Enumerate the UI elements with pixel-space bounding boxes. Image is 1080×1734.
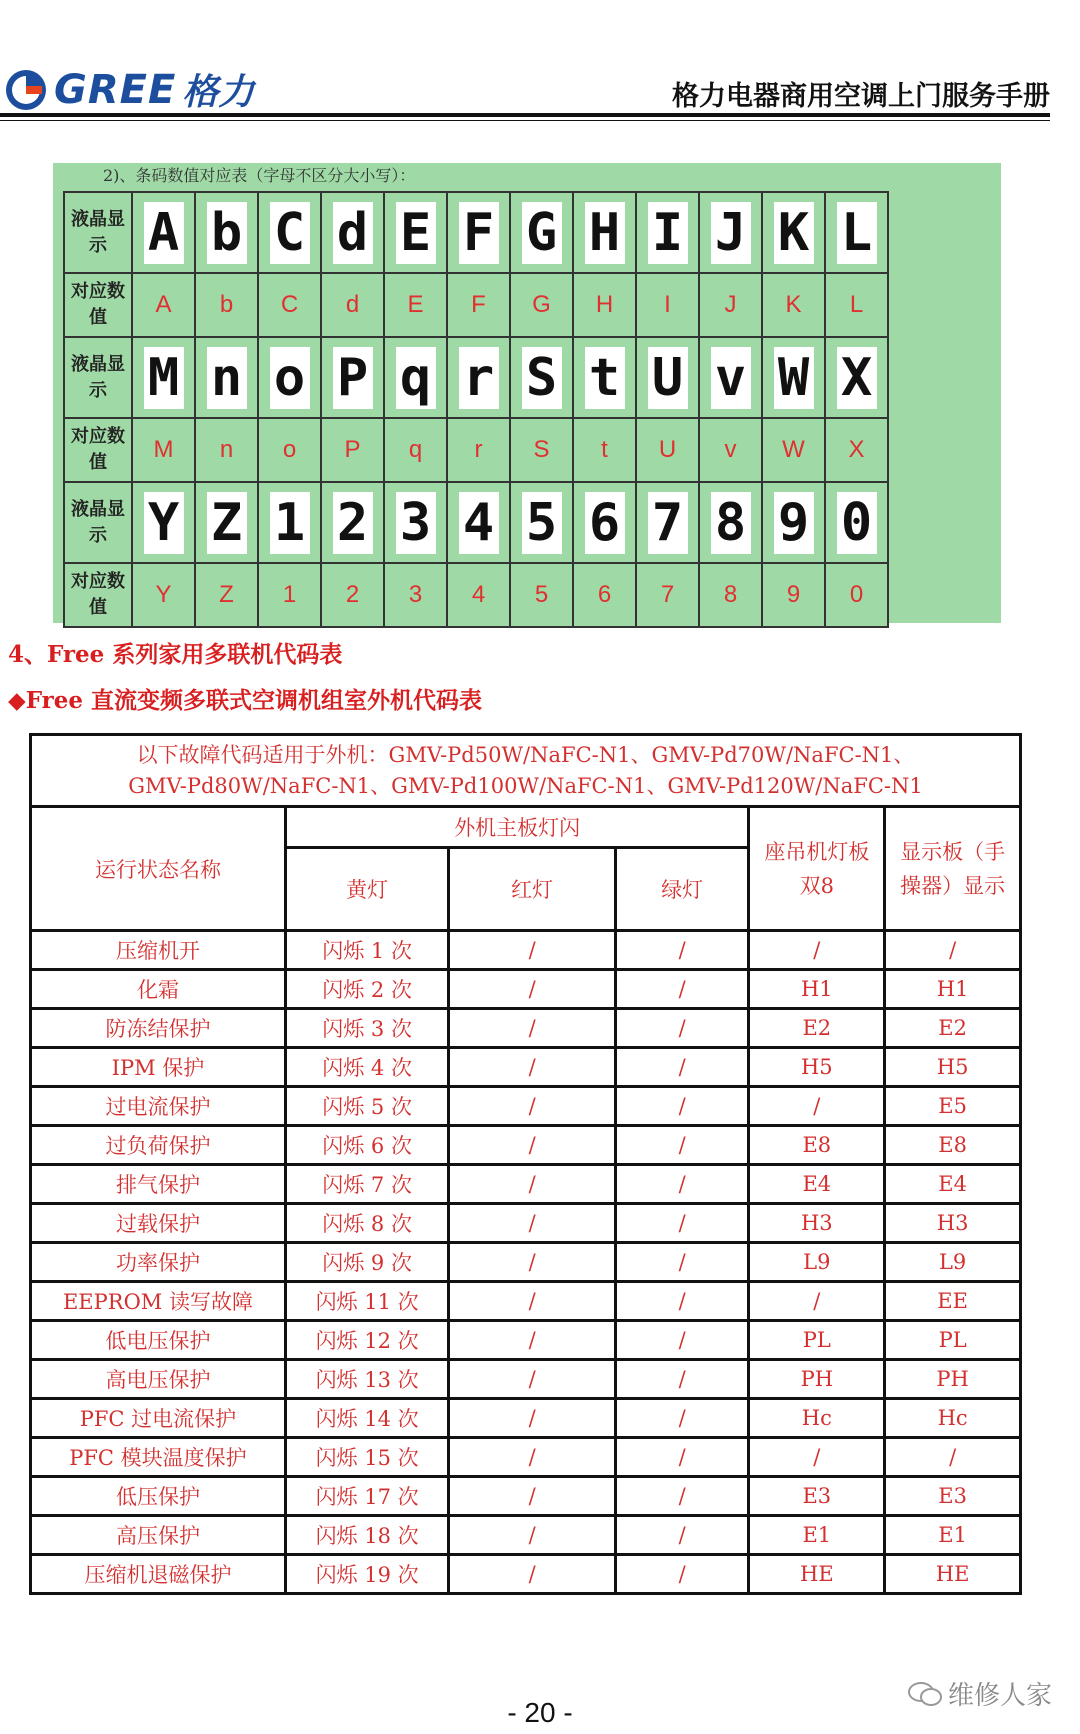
cell-yellow: 闪烁 6 次 bbox=[285, 1126, 448, 1165]
table-note-line1: 以下故障代码适用于外机：GMV-Pd50W/NaFC-N1、GMV-Pd70W/NaFC-N1、 bbox=[136, 742, 915, 767]
lcd-glyph-cell bbox=[195, 482, 258, 563]
cell-yellow: 闪烁 3 次 bbox=[285, 1009, 448, 1048]
lcd-glyph-cell bbox=[384, 337, 447, 418]
lcd-value-cell: I bbox=[636, 273, 699, 337]
lcd-glyph-cell bbox=[321, 337, 384, 418]
cell-red: / bbox=[449, 1477, 616, 1516]
lcd-value-cell: S bbox=[510, 418, 573, 482]
lcd-value-cell: E bbox=[384, 273, 447, 337]
lcd-value-cell: v bbox=[699, 418, 762, 482]
lcd-value-cell: G bbox=[510, 273, 573, 337]
lcd-value-cell: M bbox=[132, 418, 195, 482]
fault-code-table bbox=[29, 733, 1022, 1595]
cell-ceiling: / bbox=[749, 1282, 885, 1321]
lcd-glyph-cell bbox=[510, 337, 573, 418]
lcd-glyph-cell bbox=[258, 337, 321, 418]
table-row bbox=[31, 1321, 1021, 1360]
cell-green: / bbox=[615, 1555, 749, 1594]
lcd-value-cell: H bbox=[573, 273, 636, 337]
lcd-glyph-cell bbox=[384, 482, 447, 563]
lcd-value-cell: 8 bbox=[699, 563, 762, 627]
lcd-glyph-cell bbox=[321, 482, 384, 563]
cell-name: 过电流保护 bbox=[31, 1087, 286, 1126]
header-yellow-led: 黄灯 bbox=[285, 848, 448, 931]
cell-ceiling: E2 bbox=[749, 1009, 885, 1048]
lcd-value-cell: 9 bbox=[762, 563, 825, 627]
lcd-glyph-cell bbox=[573, 192, 636, 273]
lcd-glyph-cell bbox=[447, 337, 510, 418]
cell-red: / bbox=[449, 1321, 616, 1360]
cell-red: / bbox=[449, 1438, 616, 1477]
cell-ceiling: H1 bbox=[749, 970, 885, 1009]
lcd-glyph: Z bbox=[207, 492, 247, 554]
table-row bbox=[31, 1477, 1021, 1516]
lcd-mapping-table bbox=[63, 191, 889, 628]
table-note-line2: GMV-Pd80W/NaFC-N1、GMV-Pd100W/NaFC-N1、GMV-Pd120W/NaFC-N1 bbox=[128, 773, 923, 798]
cell-yellow: 闪烁 13 次 bbox=[285, 1360, 448, 1399]
lcd-glyph: b bbox=[207, 202, 247, 264]
table-row bbox=[31, 1516, 1021, 1555]
table-row bbox=[31, 1360, 1021, 1399]
lcd-glyph-cell bbox=[258, 482, 321, 563]
cell-green: / bbox=[615, 1087, 749, 1126]
lcd-value-cell: 2 bbox=[321, 563, 384, 627]
lcd-glyph: J bbox=[711, 202, 751, 264]
lcd-glyph-cell bbox=[699, 482, 762, 563]
cell-ceiling: / bbox=[749, 1438, 885, 1477]
cell-name: 压缩机退磁保护 bbox=[31, 1555, 286, 1594]
lcd-value-cell: q bbox=[384, 418, 447, 482]
cell-display: HE bbox=[885, 1555, 1021, 1594]
lcd-value-cell: W bbox=[762, 418, 825, 482]
lcd-mapping-block bbox=[53, 163, 1001, 623]
lcd-glyph: G bbox=[522, 202, 562, 264]
lcd-glyph: A bbox=[144, 202, 184, 264]
cell-display: EE bbox=[885, 1282, 1021, 1321]
cell-red: / bbox=[449, 1516, 616, 1555]
cell-ceiling: E4 bbox=[749, 1165, 885, 1204]
header-rule-thin bbox=[0, 120, 1050, 121]
lcd-glyph-cell bbox=[762, 192, 825, 273]
lcd-glyph: U bbox=[648, 347, 688, 409]
lcd-glyph-cell bbox=[258, 192, 321, 273]
cell-name: 压缩机开 bbox=[31, 931, 286, 970]
lcd-glyph-cell bbox=[825, 482, 888, 563]
lcd-value-cell: o bbox=[258, 418, 321, 482]
cell-yellow: 闪烁 18 次 bbox=[285, 1516, 448, 1555]
brand-name: GREE bbox=[54, 66, 177, 113]
cell-red: / bbox=[449, 931, 616, 970]
cell-green: / bbox=[615, 970, 749, 1009]
lcd-glyph: 0 bbox=[837, 492, 877, 554]
cell-ceiling: PH bbox=[749, 1360, 885, 1399]
cell-red: / bbox=[449, 1555, 616, 1594]
lcd-value-cell: t bbox=[573, 418, 636, 482]
lcd-value-cell: Z bbox=[195, 563, 258, 627]
header-board-led: 外机主板灯闪 bbox=[285, 807, 749, 848]
cell-name: PFC 模块温度保护 bbox=[31, 1438, 286, 1477]
lcd-glyph-cell bbox=[510, 192, 573, 273]
lcd-value-cell: F bbox=[447, 273, 510, 337]
cell-green: / bbox=[615, 1009, 749, 1048]
cell-red: / bbox=[449, 1399, 616, 1438]
section-heading: 4、Free 系列家用多联机代码表 bbox=[8, 641, 343, 668]
cell-red: / bbox=[449, 1165, 616, 1204]
lcd-glyph-cell bbox=[825, 337, 888, 418]
header-green-led: 绿灯 bbox=[615, 848, 749, 931]
cell-green: / bbox=[615, 1126, 749, 1165]
lcd-glyph: Y bbox=[144, 492, 184, 554]
row-label-display: 液晶显示 bbox=[64, 482, 132, 563]
lcd-glyph: 8 bbox=[711, 492, 751, 554]
lcd-value-cell: Y bbox=[132, 563, 195, 627]
table-row bbox=[31, 1555, 1021, 1594]
cell-display: PH bbox=[885, 1360, 1021, 1399]
lcd-glyph-cell bbox=[195, 192, 258, 273]
cell-display: H5 bbox=[885, 1048, 1021, 1087]
watermark bbox=[908, 1675, 1052, 1712]
lcd-value-cell: J bbox=[699, 273, 762, 337]
cell-name: IPM 保护 bbox=[31, 1048, 286, 1087]
gree-logo bbox=[4, 64, 254, 115]
lcd-value-cell: b bbox=[195, 273, 258, 337]
lcd-glyph: H bbox=[585, 202, 625, 264]
cell-name: PFC 过电流保护 bbox=[31, 1399, 286, 1438]
cell-yellow: 闪烁 15 次 bbox=[285, 1438, 448, 1477]
lcd-glyph: 4 bbox=[459, 492, 499, 554]
lcd-glyph-cell bbox=[636, 337, 699, 418]
lcd-glyph-cell bbox=[132, 192, 195, 273]
cell-green: / bbox=[615, 1165, 749, 1204]
cell-name: 低电压保护 bbox=[31, 1321, 286, 1360]
cell-display: E5 bbox=[885, 1087, 1021, 1126]
cell-yellow: 闪烁 17 次 bbox=[285, 1477, 448, 1516]
sub-heading: ◆Free 直流变频多联式空调机组室外机代码表 bbox=[8, 687, 483, 714]
cell-green: / bbox=[615, 1360, 749, 1399]
cell-green: / bbox=[615, 931, 749, 970]
cell-red: / bbox=[449, 1126, 616, 1165]
lcd-value-cell: 1 bbox=[258, 563, 321, 627]
lcd-glyph-cell bbox=[762, 482, 825, 563]
cell-display: L9 bbox=[885, 1243, 1021, 1282]
table-row bbox=[31, 1399, 1021, 1438]
cell-yellow: 闪烁 8 次 bbox=[285, 1204, 448, 1243]
table-row bbox=[31, 1282, 1021, 1321]
row-label-value: 对应数值 bbox=[64, 418, 132, 482]
lcd-glyph-cell bbox=[699, 192, 762, 273]
cell-display: PL bbox=[885, 1321, 1021, 1360]
lcd-glyph: r bbox=[459, 347, 499, 409]
brand-name-chinese: 格力 bbox=[182, 71, 255, 113]
cell-ceiling: HE bbox=[749, 1555, 885, 1594]
lcd-value-cell: P bbox=[321, 418, 384, 482]
lcd-value-cell: A bbox=[132, 273, 195, 337]
lcd-glyph: 6 bbox=[585, 492, 625, 554]
lcd-glyph: I bbox=[648, 202, 688, 264]
cell-name: 功率保护 bbox=[31, 1243, 286, 1282]
cell-yellow: 闪烁 2 次 bbox=[285, 970, 448, 1009]
table-row bbox=[31, 931, 1021, 970]
lcd-glyph: d bbox=[333, 202, 373, 264]
lcd-glyph: F bbox=[459, 202, 499, 264]
lcd-value-cell: 0 bbox=[825, 563, 888, 627]
cell-name: 高压保护 bbox=[31, 1516, 286, 1555]
cell-display: H1 bbox=[885, 970, 1021, 1009]
cell-green: / bbox=[615, 1438, 749, 1477]
lcd-glyph: n bbox=[207, 347, 247, 409]
lcd-glyph-cell bbox=[132, 482, 195, 563]
lcd-glyph-cell bbox=[762, 337, 825, 418]
lcd-glyph: S bbox=[522, 347, 562, 409]
lcd-glyph-cell bbox=[132, 337, 195, 418]
row-label-display: 液晶显示 bbox=[64, 192, 132, 273]
lcd-glyph-cell bbox=[573, 337, 636, 418]
table-row bbox=[31, 1048, 1021, 1087]
cell-ceiling: Hc bbox=[749, 1399, 885, 1438]
cell-yellow: 闪烁 4 次 bbox=[285, 1048, 448, 1087]
cell-name: 高电压保护 bbox=[31, 1360, 286, 1399]
lcd-value-cell: X bbox=[825, 418, 888, 482]
cell-display: H3 bbox=[885, 1204, 1021, 1243]
row-label-display: 液晶显示 bbox=[64, 337, 132, 418]
cell-yellow: 闪烁 5 次 bbox=[285, 1087, 448, 1126]
table-row bbox=[31, 1009, 1021, 1048]
row-label-value: 对应数值 bbox=[64, 563, 132, 627]
lcd-glyph-cell bbox=[510, 482, 573, 563]
lcd-glyph-cell bbox=[636, 192, 699, 273]
table-row bbox=[31, 970, 1021, 1009]
header-status: 运行状态名称 bbox=[31, 807, 286, 931]
manual-title: 格力电器商用空调上门服务手册 bbox=[672, 81, 1050, 112]
table-row bbox=[31, 1126, 1021, 1165]
lcd-value-cell: L bbox=[825, 273, 888, 337]
cell-ceiling: H5 bbox=[749, 1048, 885, 1087]
lcd-value-cell: 6 bbox=[573, 563, 636, 627]
cell-red: / bbox=[449, 1204, 616, 1243]
cell-name: 化霜 bbox=[31, 970, 286, 1009]
cell-ceiling: / bbox=[749, 931, 885, 970]
lcd-value-cell: d bbox=[321, 273, 384, 337]
cell-green: / bbox=[615, 1516, 749, 1555]
lcd-glyph: 9 bbox=[774, 492, 814, 554]
cell-red: / bbox=[449, 1009, 616, 1048]
lcd-glyph-cell bbox=[825, 192, 888, 273]
lcd-glyph-cell bbox=[447, 482, 510, 563]
table-note bbox=[31, 735, 1021, 807]
lcd-glyph-cell bbox=[321, 192, 384, 273]
cell-ceiling: E8 bbox=[749, 1126, 885, 1165]
lcd-value-cell: K bbox=[762, 273, 825, 337]
cell-ceiling: H3 bbox=[749, 1204, 885, 1243]
cell-name: 低压保护 bbox=[31, 1477, 286, 1516]
lcd-glyph: L bbox=[837, 202, 877, 264]
cell-yellow: 闪烁 9 次 bbox=[285, 1243, 448, 1282]
lcd-glyph-cell bbox=[195, 337, 258, 418]
cell-red: / bbox=[449, 1282, 616, 1321]
watermark-text: 维修人家 bbox=[948, 1681, 1053, 1711]
lcd-caption: 2)、条码数值对应表（字母不区分大小写）： bbox=[103, 166, 416, 185]
cell-green: / bbox=[615, 1204, 749, 1243]
row-label-value: 对应数值 bbox=[64, 273, 132, 337]
cell-display: E1 bbox=[885, 1516, 1021, 1555]
cell-red: / bbox=[449, 1048, 616, 1087]
cell-display: E4 bbox=[885, 1165, 1021, 1204]
lcd-glyph: C bbox=[270, 202, 310, 264]
lcd-value-cell: 3 bbox=[384, 563, 447, 627]
lcd-glyph: o bbox=[270, 347, 310, 409]
cell-name: 排气保护 bbox=[31, 1165, 286, 1204]
lcd-glyph-cell bbox=[447, 192, 510, 273]
lcd-glyph-cell bbox=[384, 192, 447, 273]
cell-yellow: 闪烁 7 次 bbox=[285, 1165, 448, 1204]
cell-ceiling: E3 bbox=[749, 1477, 885, 1516]
lcd-glyph: P bbox=[333, 347, 373, 409]
table-row bbox=[31, 1087, 1021, 1126]
table-row bbox=[31, 1243, 1021, 1282]
lcd-value-cell: 4 bbox=[447, 563, 510, 627]
lcd-value-cell: 5 bbox=[510, 563, 573, 627]
lcd-glyph: 7 bbox=[648, 492, 688, 554]
lcd-glyph: K bbox=[774, 202, 814, 264]
lcd-glyph: X bbox=[837, 347, 877, 409]
cell-display: E2 bbox=[885, 1009, 1021, 1048]
lcd-glyph-cell bbox=[699, 337, 762, 418]
lcd-value-cell: 7 bbox=[636, 563, 699, 627]
wechat-icon bbox=[908, 1681, 942, 1707]
lcd-value-cell: C bbox=[258, 273, 321, 337]
cell-yellow: 闪烁 11 次 bbox=[285, 1282, 448, 1321]
cell-red: / bbox=[449, 1360, 616, 1399]
cell-green: / bbox=[615, 1477, 749, 1516]
lcd-glyph: 3 bbox=[396, 492, 436, 554]
cell-display: E3 bbox=[885, 1477, 1021, 1516]
header-ceiling-board: 座吊机灯板双8 bbox=[749, 807, 885, 931]
cell-green: / bbox=[615, 1399, 749, 1438]
cell-display: / bbox=[885, 931, 1021, 970]
lcd-glyph: E bbox=[396, 202, 436, 264]
lcd-glyph-cell bbox=[636, 482, 699, 563]
cell-name: 防冻结保护 bbox=[31, 1009, 286, 1048]
lcd-glyph: W bbox=[774, 347, 814, 409]
cell-green: / bbox=[615, 1282, 749, 1321]
lcd-value-cell: r bbox=[447, 418, 510, 482]
page-number: - 20 - bbox=[507, 1697, 573, 1728]
cell-green: / bbox=[615, 1048, 749, 1087]
table-row bbox=[31, 1165, 1021, 1204]
cell-ceiling: / bbox=[749, 1087, 885, 1126]
cell-display: Hc bbox=[885, 1399, 1021, 1438]
lcd-glyph: 1 bbox=[270, 492, 310, 554]
lcd-glyph-cell bbox=[573, 482, 636, 563]
table-row bbox=[31, 1438, 1021, 1477]
lcd-glyph: t bbox=[585, 347, 625, 409]
lcd-glyph: v bbox=[711, 347, 751, 409]
cell-name: EEPROM 读写故障 bbox=[31, 1282, 286, 1321]
cell-red: / bbox=[449, 970, 616, 1009]
lcd-glyph: M bbox=[144, 347, 184, 409]
table-row bbox=[31, 1204, 1021, 1243]
cell-yellow: 闪烁 1 次 bbox=[285, 931, 448, 970]
lcd-glyph: 5 bbox=[522, 492, 562, 554]
header-rule bbox=[0, 113, 1050, 117]
cell-yellow: 闪烁 19 次 bbox=[285, 1555, 448, 1594]
cell-display: E8 bbox=[885, 1126, 1021, 1165]
header-red-led: 红灯 bbox=[449, 848, 616, 931]
cell-display: / bbox=[885, 1438, 1021, 1477]
cell-name: 过载保护 bbox=[31, 1204, 286, 1243]
cell-green: / bbox=[615, 1321, 749, 1360]
cell-ceiling: E1 bbox=[749, 1516, 885, 1555]
cell-yellow: 闪烁 12 次 bbox=[285, 1321, 448, 1360]
lcd-glyph: q bbox=[396, 347, 436, 409]
cell-name: 过负荷保护 bbox=[31, 1126, 286, 1165]
cell-ceiling: PL bbox=[749, 1321, 885, 1360]
gree-logo-icon bbox=[4, 68, 48, 112]
cell-yellow: 闪烁 14 次 bbox=[285, 1399, 448, 1438]
lcd-glyph: 2 bbox=[333, 492, 373, 554]
lcd-value-cell: n bbox=[195, 418, 258, 482]
cell-ceiling: L9 bbox=[749, 1243, 885, 1282]
cell-green: / bbox=[615, 1243, 749, 1282]
header-display-board: 显示板（手操器）显示 bbox=[885, 807, 1021, 931]
cell-red: / bbox=[449, 1243, 616, 1282]
lcd-value-cell: U bbox=[636, 418, 699, 482]
cell-red: / bbox=[449, 1087, 616, 1126]
